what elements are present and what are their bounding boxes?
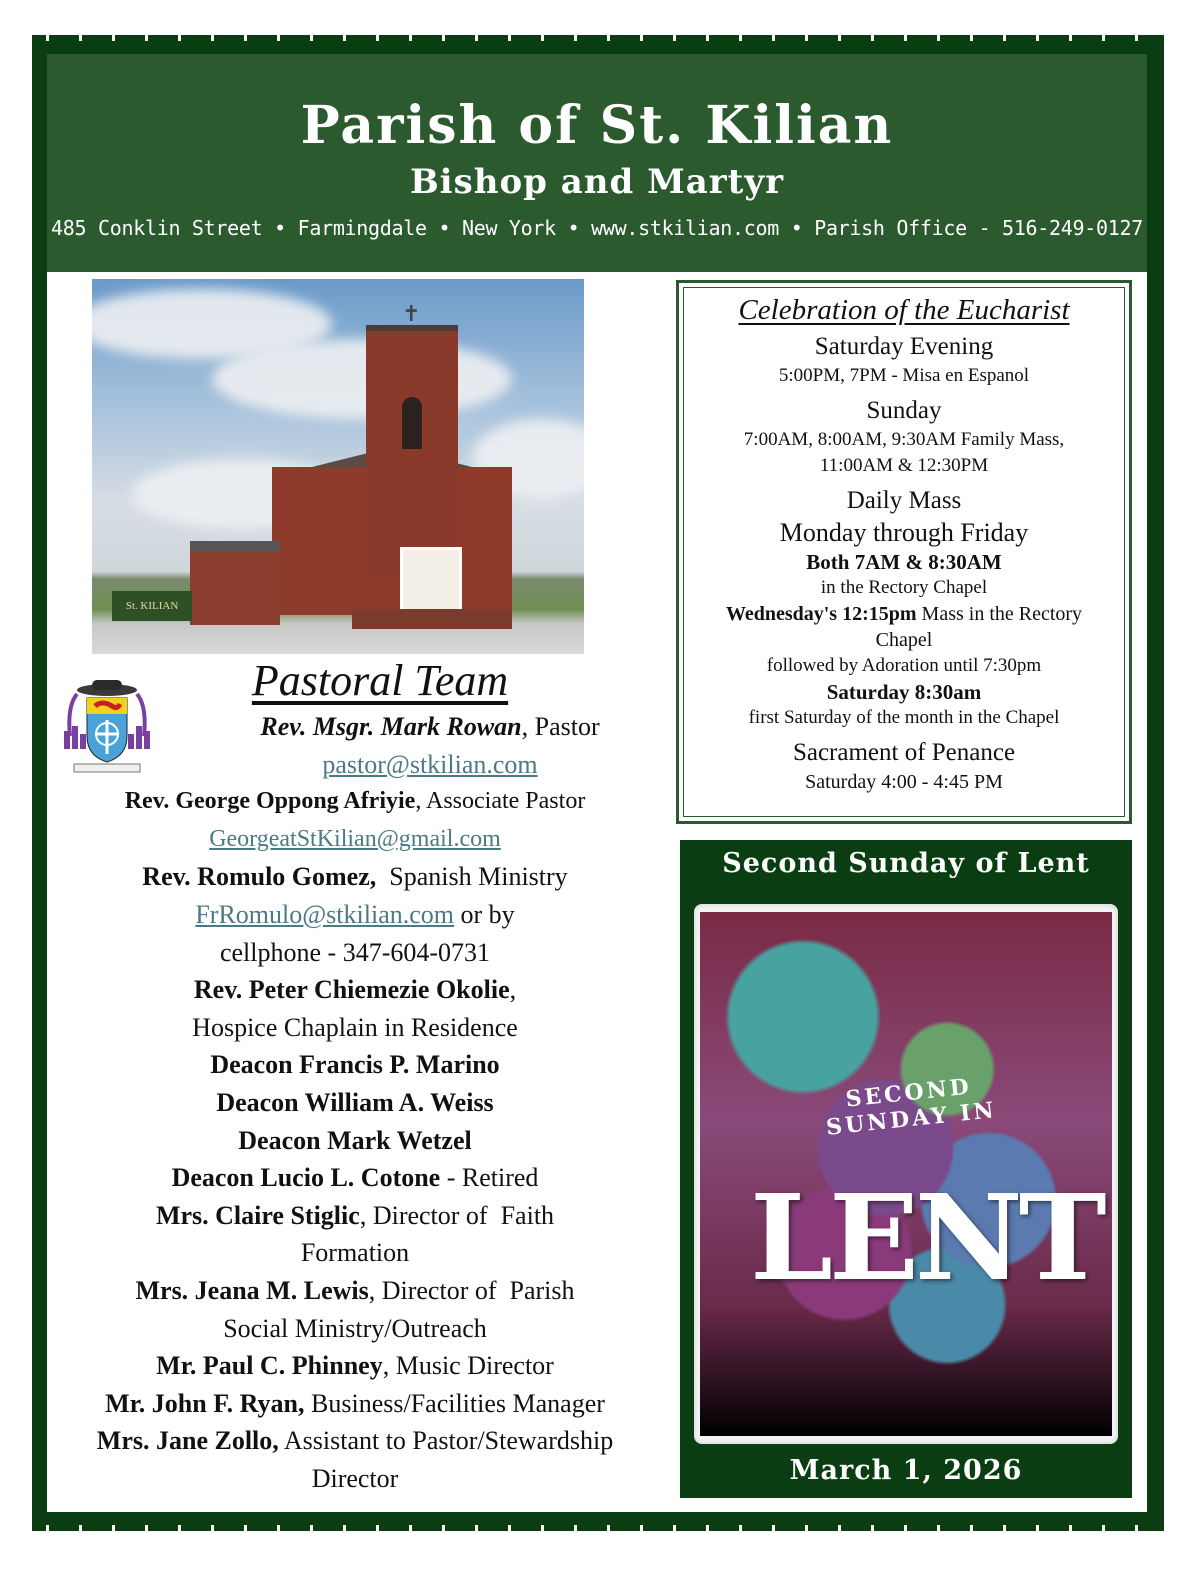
parish-subtitle: Bishop and Martyr <box>409 162 785 202</box>
penance-heading: Sacrament of Penance <box>792 739 1016 766</box>
team-member-phone-row: cellphone - 347-604-0731 <box>219 937 491 967</box>
member-name: Rev. George Oppong Afriyie <box>124 788 416 815</box>
team-member-email-row <box>47 896 663 934</box>
team-member <box>47 858 663 896</box>
member-role-continued: Social Ministry/Outreach <box>223 1313 487 1343</box>
team-member <box>47 783 663 821</box>
bell-tower <box>366 325 458 581</box>
member-name: Mr. Paul C. Phinney <box>156 1351 383 1381</box>
wednesday-mass-location: Mass in the Rectory <box>916 603 1083 625</box>
pastoral-team-heading: Pastoral Team <box>251 656 509 705</box>
member-name: Mr. John F. Ryan, <box>105 1388 305 1418</box>
daily-mass-days: Monday through Friday <box>779 518 1029 547</box>
associate-pastor-email-link[interactable]: GeorgeatStKilian@gmail.com <box>209 825 501 852</box>
name-suffix: , <box>509 975 517 1005</box>
team-member <box>47 1046 663 1084</box>
team-member <box>47 1347 663 1385</box>
sunday-times: 7:00AM, 8:00AM, 9:30AM Family Mass, <box>743 429 1065 450</box>
member-name: Deacon Lucio L. Cotone <box>171 1163 441 1193</box>
lent-card-title: Second Sunday of Lent <box>722 848 1090 879</box>
member-name: Rev. Msgr. Mark Rowan <box>260 712 522 741</box>
lent-artwork-word: LENT <box>750 1168 1103 1307</box>
cloud-shape <box>212 339 512 419</box>
lent-artwork-arc-text: SECOND SUNDAY IN <box>824 1073 998 1141</box>
saturday-morning-note: first Saturday of the month in the Chapel <box>748 707 1060 728</box>
saturday-evening-times: 5:00PM, 7PM - Misa en Espanol <box>778 365 1030 386</box>
sunday-heading: Sunday <box>866 397 942 424</box>
penance-times: Saturday 4:00 - 4:45 PM <box>805 771 1003 793</box>
member-role: Assistant to Pastor/Stewardship <box>278 1426 614 1456</box>
lent-artwork-image <box>700 912 1112 1436</box>
parish-address-line: 485 Conklin Street • Farmingdale • New York • www.stkilian.com • Parish Office - 516-249-0127 <box>51 216 1143 240</box>
daily-mass-times: Both 7AM & 8:30AM <box>806 550 1002 574</box>
member-role: - Retired <box>440 1163 539 1193</box>
mass-schedule-box <box>676 280 1132 824</box>
member-name: Deacon William A. Weiss <box>216 1087 494 1117</box>
member-role: , Director of Faith <box>359 1200 555 1230</box>
team-member <box>47 1159 663 1197</box>
church-sign: St. KILIAN <box>112 591 192 621</box>
team-member <box>47 1197 663 1235</box>
saturday-evening-heading: Saturday Evening <box>814 333 994 360</box>
church-photo <box>92 279 584 654</box>
member-role: , Associate Pastor <box>415 788 586 815</box>
lent-card <box>680 840 1132 1498</box>
member-name: Deacon Francis P. Marino <box>210 1050 500 1080</box>
church-porch <box>400 547 462 615</box>
team-member-email-row <box>47 821 663 859</box>
church-annex <box>190 541 280 625</box>
pastoral-team-list <box>47 708 663 1497</box>
wednesday-mass-time: Wednesday's 12:15pm <box>725 603 917 625</box>
team-member <box>47 971 663 1009</box>
member-role: Hospice Chaplain in Residence <box>192 1012 518 1042</box>
masthead <box>47 54 1147 272</box>
daily-mass-location: in the Rectory Chapel <box>820 577 988 598</box>
member-role: Spanish Ministry <box>376 862 568 892</box>
team-member <box>47 1422 663 1460</box>
member-role: , Pastor <box>521 712 600 741</box>
member-role: , Director of Parish <box>368 1275 575 1305</box>
saturday-morning-mass: Saturday 8:30am <box>826 680 982 704</box>
lent-image-frame <box>694 904 1118 1444</box>
spanish-ministry-email-link[interactable]: FrRomulo@stkilian.com <box>195 899 454 929</box>
member-name: Rev. Peter Chiemezie Okolie <box>193 975 510 1005</box>
cross-icon: ✝ <box>402 301 421 326</box>
wednesday-mass-continued: Chapel <box>875 629 933 651</box>
member-role-continued: Formation <box>300 1238 410 1268</box>
mass-schedule-inner <box>683 287 1125 817</box>
pastor-email-link[interactable]: pastor@stkilian.com <box>322 749 538 779</box>
adoration-note: followed by Adoration until 7:30pm <box>766 655 1042 676</box>
member-role: Business/Facilities Manager <box>304 1388 605 1418</box>
bulletin-date: March 1, 2026 <box>789 1455 1023 1486</box>
member-name: Deacon Mark Wetzel <box>238 1125 472 1155</box>
team-member <box>47 1122 663 1160</box>
parish-title: Parish of St. Kilian <box>300 95 894 156</box>
daily-mass-heading: Daily Mass <box>846 487 962 514</box>
member-role: , Music Director <box>382 1351 554 1381</box>
team-member <box>47 1272 663 1310</box>
member-name: Mrs. Jeana M. Lewis <box>135 1275 369 1305</box>
team-member <box>47 708 663 746</box>
church-steps <box>352 609 512 629</box>
member-name: Mrs. Claire Stiglic <box>155 1200 360 1230</box>
email-suffix: or by <box>454 899 515 929</box>
team-member <box>47 1084 663 1122</box>
schedule-title: Celebration of the Eucharist <box>738 294 1070 326</box>
team-member <box>47 1385 663 1423</box>
team-member-email-row <box>47 746 663 784</box>
tower-window <box>402 397 422 449</box>
member-name: Rev. Romulo Gomez, <box>142 862 377 892</box>
member-name: Mrs. Jane Zollo, <box>96 1426 279 1456</box>
member-role-continued: Director <box>311 1463 399 1493</box>
sunday-times-continued: 11:00AM & 12:30PM <box>819 455 989 476</box>
wednesday-mass <box>684 601 1124 627</box>
